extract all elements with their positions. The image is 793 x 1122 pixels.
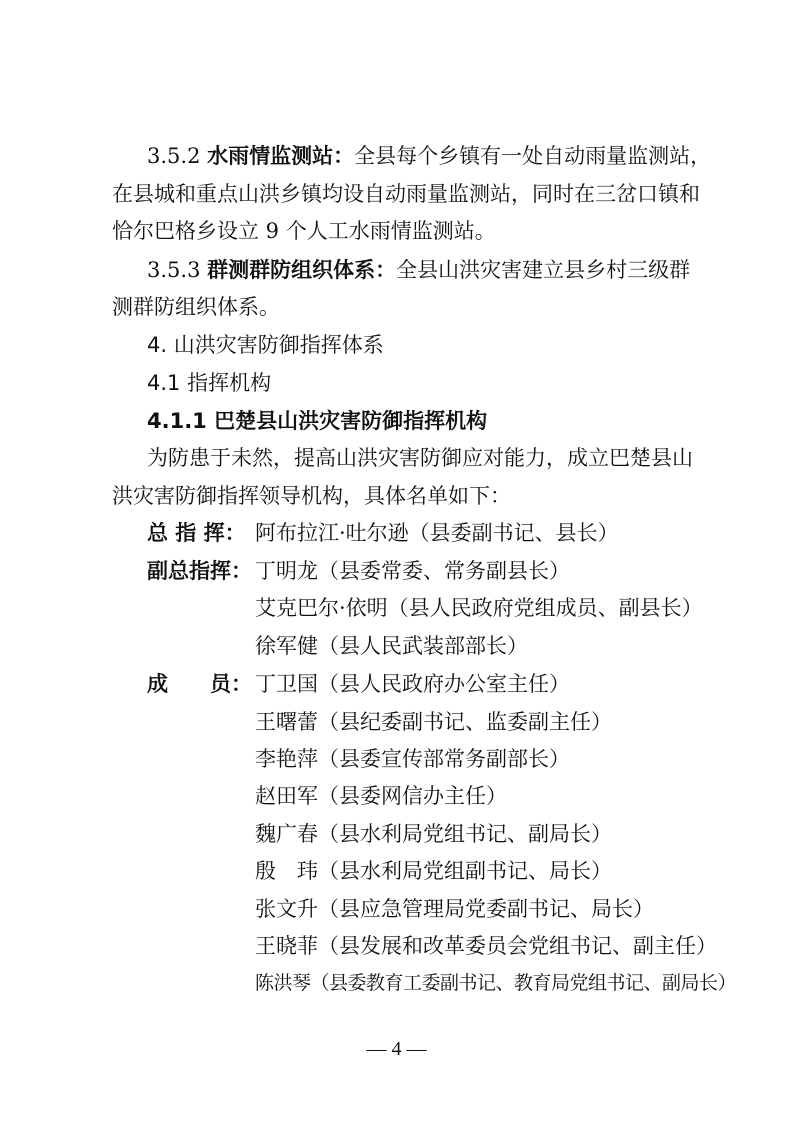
commander-row (147, 519, 619, 547)
heading-4-1: 4.1 指挥机构 (147, 371, 272, 395)
member-name: 李艳萍（县委宣传部常务副部长） (255, 747, 570, 771)
paragraph-text: 恰尔巴格乡设立 9 个人工水雨情监测站。 (112, 219, 496, 243)
heading-4: 4. 山洪灾害防御指挥体系 (147, 333, 384, 357)
page-number: — 4 — (366, 1038, 427, 1060)
member-name: 殷 玮（县水利局党组副书记、局长） (255, 859, 612, 883)
member-name: 陈洪琴（县委教育工委副书记、教育局党组书记、副局长） (255, 972, 737, 994)
member-name: 魏广春（县水利局党组书记、副局长） (255, 822, 612, 846)
section-title: 群测群防组织体系： (207, 258, 397, 282)
member-label: 成 员： (147, 672, 252, 696)
deputy-name: 徐军健（县人民武装部部长） (255, 634, 528, 658)
member-name: 丁卫国（县人民政府办公室主任） (255, 672, 570, 696)
member-name: 张文升（县应急管理局党委副书记、局长） (255, 897, 654, 921)
deputy-name: 艾克巴尔·依明（县人民政府党组成员、副县长） (255, 596, 703, 620)
member-name: 王曙蕾（县纪委副书记、监委副主任） (255, 710, 612, 734)
member-row (147, 670, 570, 698)
commander-label: 总 指 挥： (147, 521, 246, 545)
member-name: 王晓菲（县发展和改革委员会党组书记、副主任） (255, 934, 717, 958)
heading-4-1-1: 4.1.1 巴楚县山洪灾害防御指挥机构 (147, 409, 488, 433)
paragraph-text: 在县城和重点山洪乡镇均设自动雨量监测站，同时在三岔口镇和 (112, 182, 700, 206)
paragraph-text: 全县山洪灾害建立县乡村三级群 (396, 258, 691, 282)
deputy-row (147, 557, 570, 585)
commander-name: 阿布拉江·吐尔逊（县委副书记、县长） (255, 521, 619, 545)
paragraph-text: 测群防组织体系。 (112, 295, 280, 319)
paragraph-text: 全县每个乡镇有一处自动雨量监测站， (354, 144, 712, 168)
intro-text: 洪灾害防御指挥领导机构，具体名单如下： (112, 484, 511, 508)
intro-text: 为防患于未然，提高山洪灾害防御应对能力，成立巴楚县山 (147, 446, 693, 470)
deputy-name: 丁明龙（县委常委、常务副县长） (255, 559, 570, 583)
section-number: 3.5.3 (147, 258, 201, 282)
section-number: 3.5.2 (147, 144, 201, 168)
deputy-label: 副总指挥： (147, 559, 252, 583)
section-title: 水雨情监测站： (207, 144, 355, 168)
member-name: 赵田军（县委网信办主任） (255, 784, 507, 808)
